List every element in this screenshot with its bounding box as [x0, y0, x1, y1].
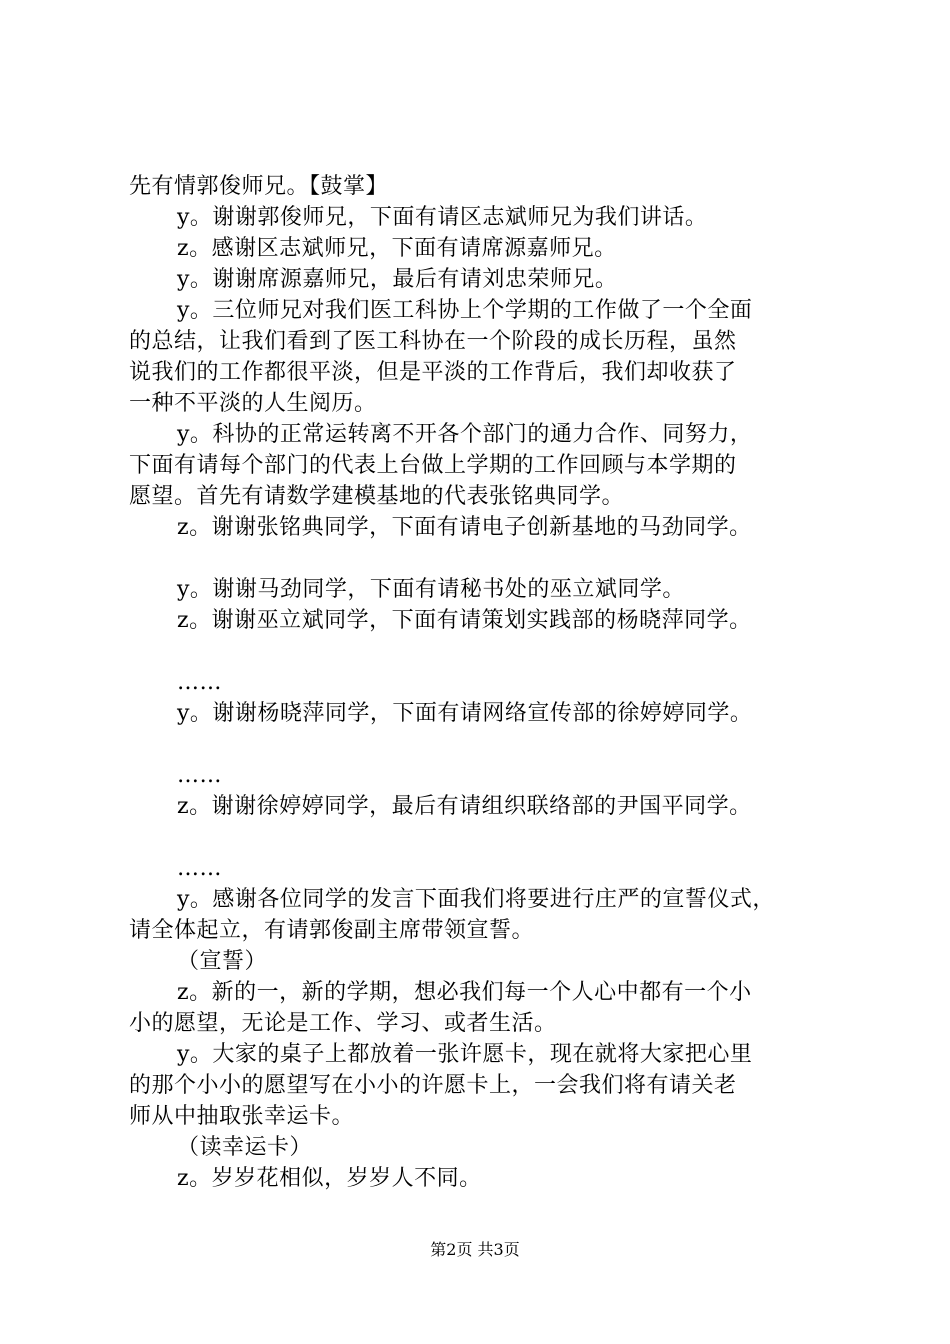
text-line: z。感谢区志斌师兄，下面有请席源嘉师兄。 [177, 236, 617, 261]
text-line: z。谢谢巫立斌同学，下面有请策划实践部的杨晓萍同学。 [177, 608, 752, 633]
blank-line [129, 543, 829, 574]
text-line: y。科协的正常运转离不开各个部门的通力合作、同努力， [177, 422, 753, 447]
text-line: z。谢谢徐婷婷同学，最后有请组织联络部的尹国平同学。 [177, 794, 752, 819]
text-line: z。新的一，新的学期，想必我们每一个人心中都有一个小 [177, 980, 752, 1005]
ellipsis-line: …… [177, 670, 222, 695]
text-line: y。感谢各位同学的发言下面我们将要进行庄严的宣誓仪式， [177, 887, 775, 912]
text-line: 愿望。首先有请数学建模基地的代表张铭典同学。 [129, 484, 625, 509]
text-line: z。谢谢张铭典同学，下面有请电子创新基地的马劲同学。 [177, 515, 752, 540]
text-line: 说我们的工作都很平淡，但是平淡的工作背后，我们却收获了 [129, 360, 737, 385]
text-line: 请全体起立，有请郭俊副主席带领宣誓。 [129, 918, 535, 943]
stage-direction: （读幸运卡） [177, 1135, 313, 1160]
document-body [129, 171, 829, 1194]
stage-direction: （宣誓） [177, 949, 268, 974]
text-line: y。谢谢席源嘉师兄，最后有请刘忠荣师兄。 [177, 267, 618, 292]
ellipsis-line: …… [177, 763, 222, 788]
text-line: 小的愿望，无论是工作、学习、或者生活。 [129, 1011, 557, 1036]
text-line: 先有情郭俊师兄。【鼓掌】 [129, 174, 389, 199]
text-line: 的总结，让我们看到了医工科协在一个阶段的成长历程，虽然 [129, 329, 737, 354]
text-line: y。谢谢马劲同学，下面有请秘书处的巫立斌同学。 [177, 577, 685, 602]
text-line: z。岁岁花相似，岁岁人不同。 [177, 1166, 482, 1191]
text-line: y。谢谢杨晓萍同学，下面有请网络宣传部的徐婷婷同学。 [177, 701, 753, 726]
text-line: 一种不平淡的人生阅历。 [129, 391, 377, 416]
text-line: 下面有请每个部门的代表上台做上学期的工作回顾与本学期的 [129, 453, 737, 478]
text-line: y。三位师兄对我们医工科协上个学期的工作做了一个全面 [177, 298, 753, 323]
blank-line [129, 822, 829, 853]
blank-line [129, 636, 829, 667]
text-line: y。大家的桌子上都放着一张许愿卡，现在就将大家把心里 [177, 1042, 753, 1067]
ellipsis-line: …… [177, 856, 222, 881]
text-line: 的那个小小的愿望写在小小的许愿卡上，一会我们将有请关老 [129, 1073, 737, 1098]
text-line: 师从中抽取张幸运卡。 [129, 1104, 355, 1129]
page-number-footer: 第2页 共3页 [430, 1240, 520, 1259]
blank-line [129, 729, 829, 760]
text-line: y。谢谢郭俊师兄，下面有请区志斌师兄为我们讲话。 [177, 205, 708, 230]
